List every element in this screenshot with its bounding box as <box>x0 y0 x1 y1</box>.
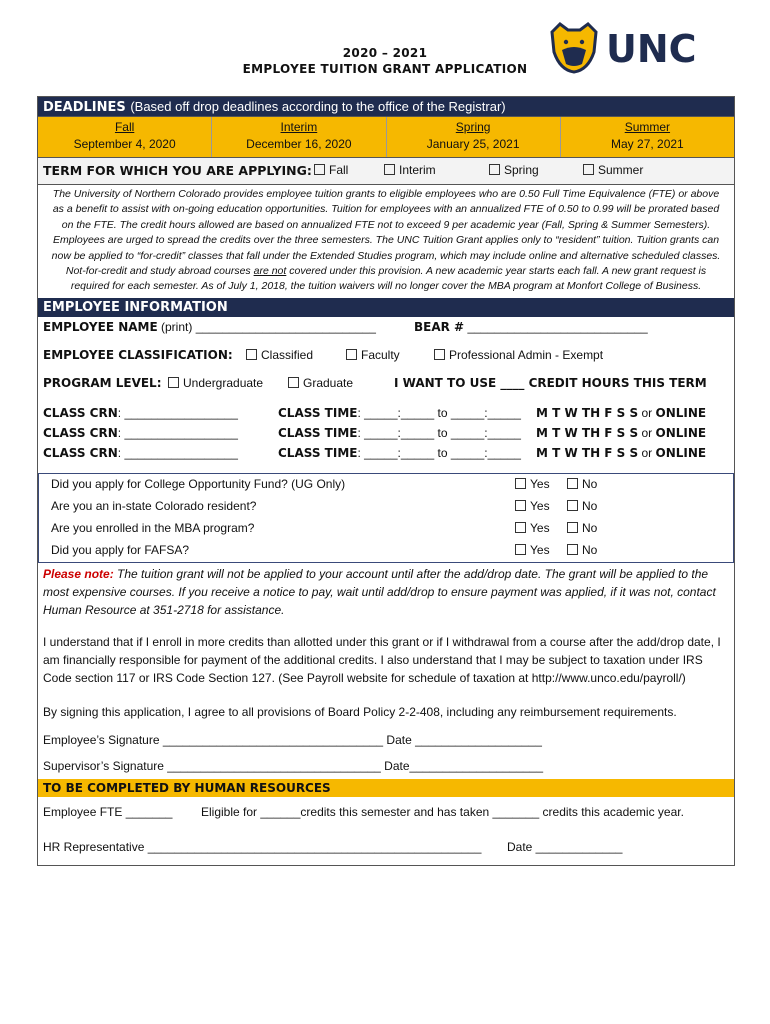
intro-paragraph: The University of Northern Colorado provides employee tuition grants to eligible employees who are 0.50 Full Time Equivalence (FTE) or above as a benefit to assist with on-going education opportunities. Tuition for employees with an annualized FTE of 0.50 to 0.99 will be prorated based on the FTE. The credit hours allowed are based on annualized FTE not to exceed 9 per academic year (Fall, Spring & Summer Semesters). Employees are urged to spread the credits over the three semesters. The UNC Tuition Grant applies only to “resident” tuition. Tuition grants can now be applied to “for-credit” classes that fall under the Extended Studies program, which may include online and alternative scheduled classes. Not-for-credit and study abroad courses are not covered under this provision. A new academic year starts each fall. A new grant request is required for each semester. As of July 1, 2018, the tuition waivers will no longer cover the MBA program at Monfort College of Business. <box>38 184 734 298</box>
supervisor-signature-line[interactable]: Supervisor’s Signature ________________________________ Date____________________ <box>43 758 544 773</box>
yes-checkbox[interactable]: Yes <box>515 499 550 513</box>
class-time-field[interactable]: _____:_____ to _____:_____ <box>364 445 521 460</box>
class-row: CLASS CRN: _________________ CLASS TIME: _____:_____ to _____:_____ M T W TH F S S or ONLINE <box>43 445 707 460</box>
employee-info-header: EMPLOYEE INFORMATION <box>38 298 734 317</box>
yes-checkbox[interactable]: Yes <box>515 477 550 491</box>
no-checkbox[interactable]: No <box>567 499 597 513</box>
hr-representative-field[interactable]: HR Representative __________________________________________________ <box>43 839 482 854</box>
term-select-row <box>38 157 734 184</box>
term-fall-checkbox[interactable]: Fall <box>314 163 348 177</box>
deadline-interim: Interim December 16, 2020 <box>211 117 385 157</box>
deadline-spring: Spring January 25, 2021 <box>386 117 560 157</box>
no-checkbox[interactable]: No <box>567 521 597 535</box>
understand-paragraph: I understand that if I enroll in more credits than allotted under this grant or if I withdrawal from a course after the add/drop date, I am financially responsible for payment of the additional credits. I also understand that I may be subject to taxation under IRS Code section 117 or IRS Code Section 127. (See Payroll website for schedule of taxation at http://www.unco.edu/payroll/) <box>43 634 721 685</box>
yes-checkbox[interactable]: Yes <box>515 543 550 557</box>
question-row: Did you apply for College Opportunity Fund? (UG Only) Yes No <box>51 476 598 491</box>
no-checkbox[interactable]: No <box>567 477 597 491</box>
unc-bear-logo <box>548 22 718 74</box>
questions-box <box>38 473 734 563</box>
faculty-checkbox[interactable]: Faculty <box>346 348 400 362</box>
credit-hours-field[interactable]: ____ <box>500 375 525 390</box>
class-crn-field[interactable]: _________________ <box>124 405 238 420</box>
class-row: CLASS CRN: _________________ CLASS TIME: _____:_____ to _____:_____ M T W TH F S S or ONLINE <box>43 405 707 420</box>
no-checkbox[interactable]: No <box>567 543 597 557</box>
class-time-field[interactable]: _____:_____ to _____:_____ <box>364 405 521 420</box>
undergraduate-checkbox[interactable]: Undergraduate <box>168 376 263 390</box>
term-label: TERM FOR WHICH YOU ARE APPLYING: <box>43 163 312 178</box>
agree-statement: By signing this application, I agree to all provisions of Board Policy 2-2-408, including any reimbursement requirements. <box>43 704 677 719</box>
class-list <box>38 405 734 473</box>
deadline-fall: Fall September 4, 2020 <box>73 120 176 151</box>
program-level-row: PROGRAM LEVEL: Undergraduate Graduate I WANT TO USE ____ CREDIT HOURS THIS TERM <box>43 375 707 390</box>
term-spring-checkbox[interactable]: Spring <box>489 163 539 177</box>
professional-admin-checkbox[interactable]: Professional Admin - Exempt <box>434 348 603 362</box>
form-title: EMPLOYEE TUITION GRANT APPLICATION <box>242 62 528 76</box>
hr-row-2 <box>38 831 734 865</box>
term-summer-checkbox[interactable]: Summer <box>583 163 643 177</box>
hr-date-field[interactable]: Date _____________ <box>507 839 623 854</box>
application-form <box>37 96 735 866</box>
classified-checkbox[interactable]: Classified <box>246 348 313 362</box>
class-crn-field[interactable]: _________________ <box>124 445 238 460</box>
deadlines-row <box>38 116 734 157</box>
deadlines-header: DEADLINES (Based off drop deadlines according to the office of the Registrar) <box>38 97 734 116</box>
employee-name-row: EMPLOYEE NAME (print) ___________________________ BEAR # ___________________________ <box>43 319 648 334</box>
class-crn-field[interactable]: _________________ <box>124 425 238 440</box>
logo-text: UNC <box>606 27 697 71</box>
question-row: Are you an in-state Colorado resident? Yes No <box>51 498 598 513</box>
employee-signature-line[interactable]: Employee’s Signature _________________________________ Date ___________________ <box>43 732 542 747</box>
employee-fte-field[interactable]: Employee FTE _______ <box>43 804 173 819</box>
question-row: Are you enrolled in the MBA program? Yes No <box>51 520 598 535</box>
classification-row: EMPLOYEE CLASSIFICATION: Classified Faculty Professional Admin - Exempt <box>43 347 604 362</box>
hr-section-header: TO BE COMPLETED BY HUMAN RESOURCES <box>38 779 734 797</box>
graduate-checkbox[interactable]: Graduate <box>288 376 353 390</box>
question-row: Did you apply for FAFSA? Yes No <box>51 542 598 557</box>
please-note: Please note: The tuition grant will not be applied to your account until after the add/drop date. The grant will be applied to the most expensive courses. If you receive a notice to pay, wait until add/drop to ensure payment was applied, if it was not, contact Human Resource at 351-2718 for assistance. <box>43 566 716 617</box>
hr-row-1 <box>38 797 734 831</box>
bear-number-field[interactable]: ___________________________ <box>467 319 648 334</box>
deadline-summer: Summer May 27, 2021 <box>560 117 734 157</box>
eligible-credits-field[interactable]: Eligible for ______credits this semester and has taken _______ credits this academic year. <box>201 804 684 819</box>
employee-name-field[interactable]: ___________________________ <box>195 319 376 334</box>
bear-head-icon <box>552 24 596 72</box>
class-time-field[interactable]: _____:_____ to _____:_____ <box>364 425 521 440</box>
term-interim-checkbox[interactable]: Interim <box>384 163 436 177</box>
class-row: CLASS CRN: _________________ CLASS TIME: _____:_____ to _____:_____ M T W TH F S S or ONLINE <box>43 425 707 440</box>
yes-checkbox[interactable]: Yes <box>515 521 550 535</box>
form-year: 2020 – 2021 <box>342 46 428 60</box>
